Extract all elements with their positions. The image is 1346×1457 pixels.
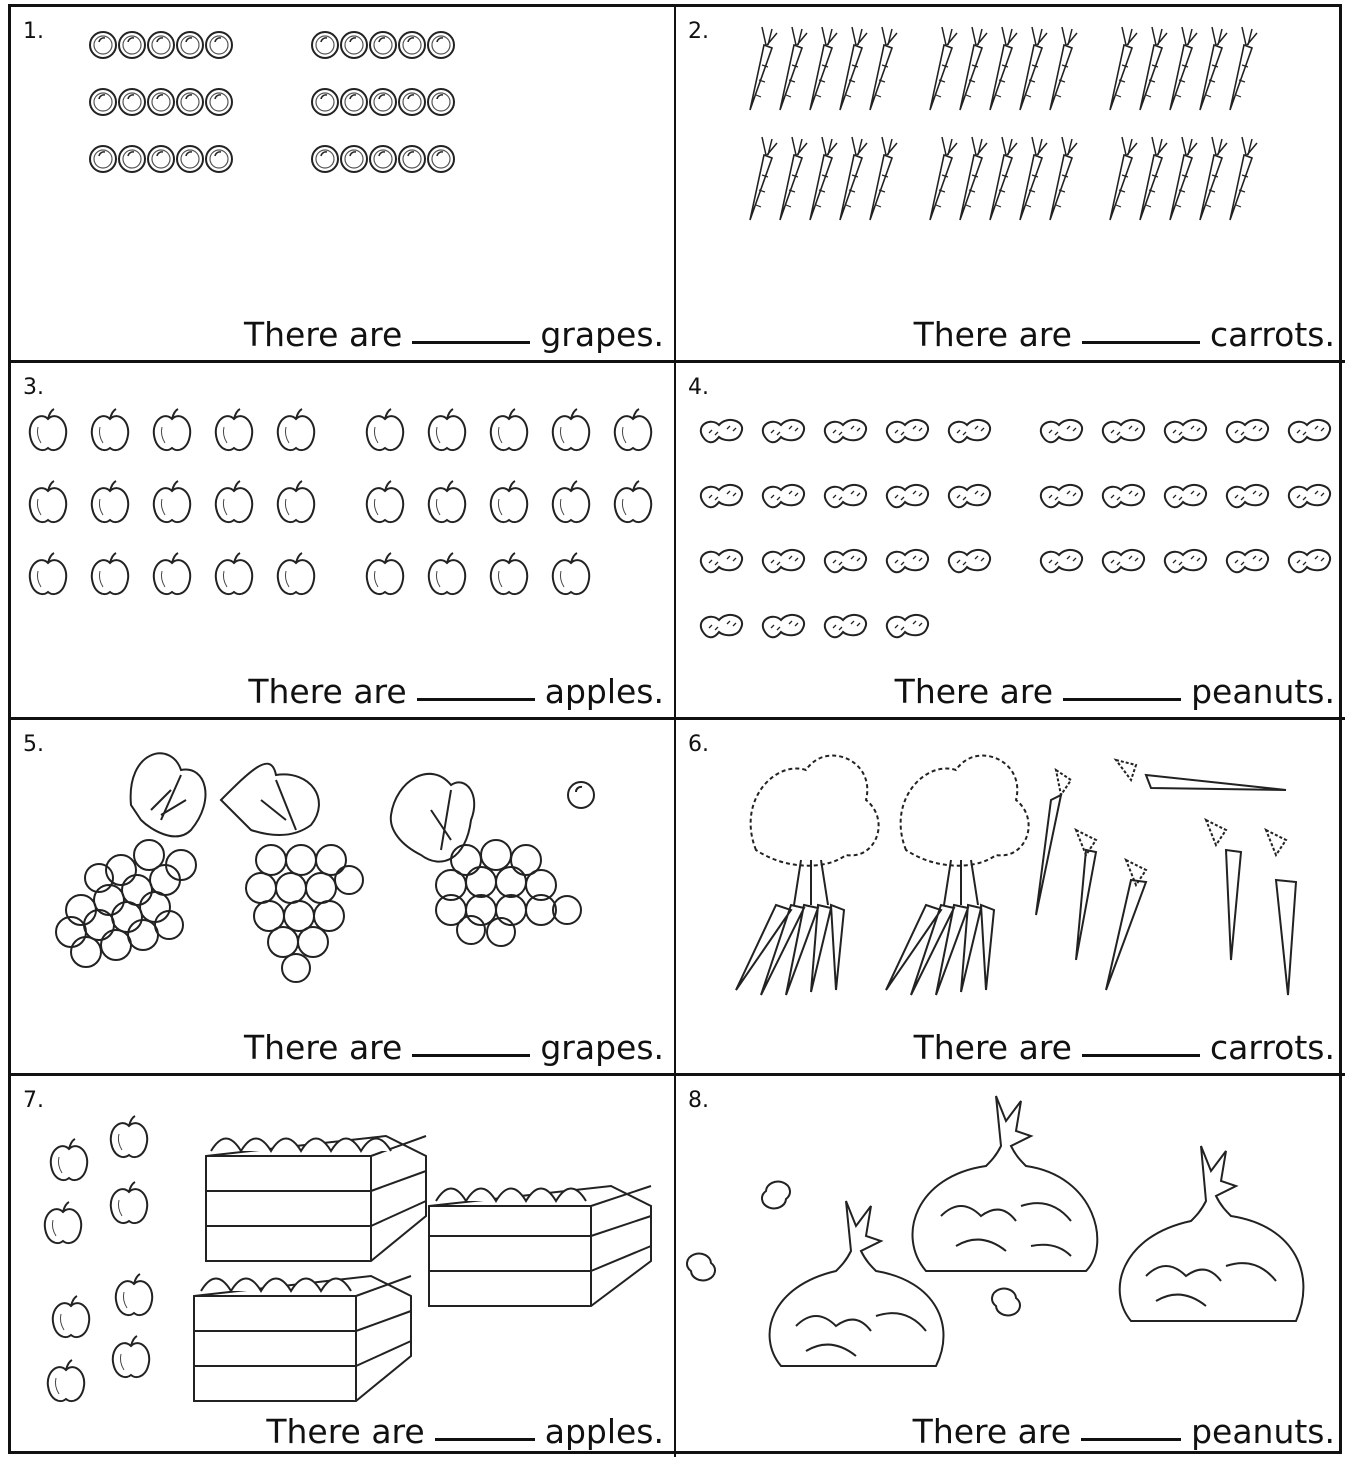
peanut-icon <box>825 420 866 442</box>
apple-crate-icon <box>206 1136 426 1261</box>
apple-crates-picture <box>11 1076 676 1457</box>
grape-icon <box>370 32 396 58</box>
grapes-picture <box>11 7 676 363</box>
grape-icon <box>341 146 367 172</box>
grape-icon <box>90 32 116 58</box>
peanuts-picture <box>676 363 1345 720</box>
problem-number: 4. <box>688 375 709 400</box>
carrot-icon <box>1110 27 1137 110</box>
carrot-bundle-icon <box>886 756 1029 995</box>
sentence-prefix: There are <box>243 1028 403 1067</box>
carrot-icon <box>810 137 837 220</box>
peanut-icon <box>1103 550 1144 572</box>
apple-icon <box>216 481 252 522</box>
peanut-icon <box>887 550 928 572</box>
grape-bunch-icon <box>391 774 581 946</box>
apple-icon <box>30 409 66 450</box>
problem-number: 1. <box>23 19 44 44</box>
apples-picture <box>11 363 676 720</box>
apple-icon <box>92 553 128 594</box>
peanut-icon <box>763 615 804 637</box>
sentence-noun: grapes. <box>540 315 664 354</box>
carrot-icon <box>1230 27 1257 110</box>
grape-icon <box>90 89 116 115</box>
carrot-icon <box>1020 137 1047 220</box>
grape-icon <box>206 89 232 115</box>
carrot-icon <box>1200 27 1227 110</box>
peanut-icon <box>887 615 928 637</box>
peanut-icon <box>1103 485 1144 507</box>
apple-icon <box>367 481 403 522</box>
apple-icon <box>367 409 403 450</box>
problem-number: 7. <box>23 1088 44 1113</box>
problem-2 <box>676 7 1345 363</box>
answer-blank[interactable] <box>1063 698 1181 701</box>
sentence-noun: carrots. <box>1209 1028 1335 1067</box>
problem-7 <box>11 1076 676 1457</box>
carrot-icon <box>1036 760 1296 995</box>
grape-icon <box>119 32 145 58</box>
carrot-icon <box>1140 27 1167 110</box>
grape-icon <box>399 89 425 115</box>
grape-icon <box>148 146 174 172</box>
problem-5 <box>11 720 676 1076</box>
peanut-icon <box>1227 485 1268 507</box>
carrot-icon <box>990 27 1017 110</box>
carrot-icon <box>1230 137 1257 220</box>
peanut-icon <box>701 420 742 442</box>
grape-icon <box>148 32 174 58</box>
carrot-icon <box>780 137 807 220</box>
grape-bunch-icon <box>56 753 205 967</box>
grape-icon <box>370 146 396 172</box>
problem-1 <box>11 7 676 363</box>
sentence-prefix: There are <box>913 1028 1072 1067</box>
problem-4 <box>676 363 1345 720</box>
apple-icon <box>216 553 252 594</box>
carrot-icon <box>750 137 777 220</box>
sentence-prefix: There are <box>266 1412 425 1451</box>
apple-icon <box>113 1336 149 1377</box>
grape-icon <box>399 32 425 58</box>
apple-icon <box>111 1116 147 1157</box>
answer-blank[interactable] <box>1082 1054 1200 1057</box>
sentence-noun: grapes. <box>540 1028 664 1067</box>
grape-icon <box>399 146 425 172</box>
apple-icon <box>553 553 589 594</box>
answer-blank[interactable] <box>1082 341 1200 344</box>
peanut-bag-icon <box>1120 1146 1304 1321</box>
problem-number: 2. <box>688 19 709 44</box>
apple-icon <box>111 1182 147 1223</box>
grape-icon <box>428 146 454 172</box>
apple-crate-icon <box>194 1276 411 1401</box>
peanut-icon <box>701 615 742 637</box>
apple-icon <box>553 409 589 450</box>
peanut-icon <box>1289 550 1330 572</box>
grape-icon <box>90 146 116 172</box>
grape-icon <box>206 32 232 58</box>
answer-sentence <box>913 1412 1335 1451</box>
apple-icon <box>553 481 589 522</box>
grape-icon <box>119 146 145 172</box>
answer-sentence <box>914 315 1335 354</box>
peanut-icon <box>1165 550 1206 572</box>
sentence-noun: peanuts. <box>1191 672 1335 711</box>
apple-icon <box>92 409 128 450</box>
carrot-icon <box>840 27 867 110</box>
apple-icon <box>154 409 190 450</box>
worksheet <box>8 4 1342 1454</box>
peanut-icon <box>825 550 866 572</box>
peanut-icon <box>949 550 990 572</box>
apple-icon <box>45 1202 81 1243</box>
peanut-icon <box>701 550 742 572</box>
apple-icon <box>51 1139 87 1180</box>
carrot-icon <box>1020 27 1047 110</box>
apple-icon <box>615 481 651 522</box>
grape-icon <box>312 89 338 115</box>
apple-icon <box>429 481 465 522</box>
peanut-bags-picture <box>676 1076 1345 1457</box>
problem-number: 6. <box>688 732 709 757</box>
carrot-icon <box>960 27 987 110</box>
answer-blank[interactable] <box>1081 1438 1181 1441</box>
grape-bunch-icon <box>221 764 363 982</box>
answer-sentence <box>914 1028 1335 1067</box>
sentence-noun: carrots. <box>1209 315 1335 354</box>
sentence-prefix: There are <box>913 315 1072 354</box>
answer-blank[interactable] <box>417 698 535 701</box>
apple-icon <box>429 553 465 594</box>
apple-icon <box>491 409 527 450</box>
peanut-icon <box>763 420 804 442</box>
carrot-icon <box>1200 137 1227 220</box>
carrot-icon <box>1170 137 1197 220</box>
peanut-bag-icon <box>913 1096 1098 1271</box>
peanut-icon <box>1289 420 1330 442</box>
grape-icon <box>370 89 396 115</box>
carrot-icon <box>870 137 897 220</box>
sentence-prefix: There are <box>248 672 407 711</box>
apple-icon <box>154 553 190 594</box>
carrot-icon <box>840 137 867 220</box>
carrot-icon <box>1050 137 1077 220</box>
carrot-icon <box>1050 27 1077 110</box>
answer-sentence <box>244 315 664 354</box>
problem-number: 3. <box>23 375 44 400</box>
peanut-icon <box>1165 485 1206 507</box>
peanut-icon <box>825 485 866 507</box>
grape-icon <box>312 146 338 172</box>
apple-icon <box>154 481 190 522</box>
answer-sentence <box>895 672 1335 711</box>
answer-sentence <box>244 1028 664 1067</box>
peanut-icon <box>825 615 866 637</box>
peanut-icon <box>1041 550 1082 572</box>
sentence-prefix: There are <box>243 315 403 354</box>
apple-icon <box>278 409 314 450</box>
answer-blank[interactable] <box>435 1438 535 1441</box>
carrot-icon <box>750 27 777 110</box>
sentence-noun: apples. <box>544 672 664 711</box>
carrot-icon <box>960 137 987 220</box>
apple-icon <box>30 481 66 522</box>
peanut-icon <box>1041 485 1082 507</box>
peanut-icon <box>949 485 990 507</box>
peanut-icon <box>887 485 928 507</box>
grape-icon <box>341 89 367 115</box>
sentence-prefix: There are <box>912 1412 1072 1451</box>
carrot-bundle-icon <box>736 756 879 995</box>
peanut-icon <box>1289 485 1330 507</box>
peanut-icon <box>1103 420 1144 442</box>
carrot-icon <box>780 27 807 110</box>
peanut-icon <box>763 485 804 507</box>
carrot-icon <box>930 137 957 220</box>
grape-icon <box>341 32 367 58</box>
carrot-icon <box>1140 137 1167 220</box>
carrot-bunches-picture <box>676 720 1345 1076</box>
peanut-icon <box>1041 420 1082 442</box>
apple-icon <box>615 409 651 450</box>
sentence-prefix: There are <box>894 672 1054 711</box>
carrot-icon <box>1110 137 1137 220</box>
apple-icon <box>30 553 66 594</box>
grape-icon <box>148 89 174 115</box>
grape-bunches-picture <box>11 720 676 1076</box>
carrot-icon <box>930 27 957 110</box>
apple-icon <box>278 553 314 594</box>
answer-blank[interactable] <box>412 1054 530 1057</box>
grape-icon <box>177 146 203 172</box>
apple-icon <box>491 481 527 522</box>
carrot-icon <box>1170 27 1197 110</box>
grape-icon <box>119 89 145 115</box>
problem-number: 5. <box>23 732 44 757</box>
carrots-picture <box>676 7 1345 363</box>
answer-sentence <box>248 672 664 711</box>
apple-icon <box>48 1360 84 1401</box>
problem-3 <box>11 363 676 720</box>
peanut-icon <box>887 420 928 442</box>
apple-icon <box>92 481 128 522</box>
sentence-noun: apples. <box>544 1412 664 1451</box>
grape-icon <box>206 146 232 172</box>
sentence-noun: peanuts. <box>1191 1412 1335 1451</box>
grape-icon <box>428 32 454 58</box>
apple-icon <box>429 409 465 450</box>
apple-icon <box>216 409 252 450</box>
peanut-icon <box>1227 550 1268 572</box>
peanut-icon <box>1165 420 1206 442</box>
carrot-icon <box>810 27 837 110</box>
problem-number: 8. <box>688 1088 709 1113</box>
carrot-icon <box>870 27 897 110</box>
apple-icon <box>367 553 403 594</box>
apple-crate-icon <box>429 1186 651 1306</box>
peanut-icon <box>949 420 990 442</box>
grape-icon <box>177 32 203 58</box>
grape-icon <box>312 32 338 58</box>
problem-8 <box>676 1076 1345 1457</box>
apple-icon <box>53 1296 89 1337</box>
answer-sentence <box>266 1412 664 1451</box>
problem-6 <box>676 720 1345 1076</box>
apple-icon <box>116 1274 152 1315</box>
peanut-icon <box>1227 420 1268 442</box>
apple-icon <box>491 553 527 594</box>
answer-blank[interactable] <box>412 341 530 344</box>
carrot-icon <box>990 137 1017 220</box>
peanut-icon <box>701 485 742 507</box>
peanut-icon <box>763 550 804 572</box>
grape-icon <box>177 89 203 115</box>
apple-icon <box>278 481 314 522</box>
grape-icon <box>428 89 454 115</box>
